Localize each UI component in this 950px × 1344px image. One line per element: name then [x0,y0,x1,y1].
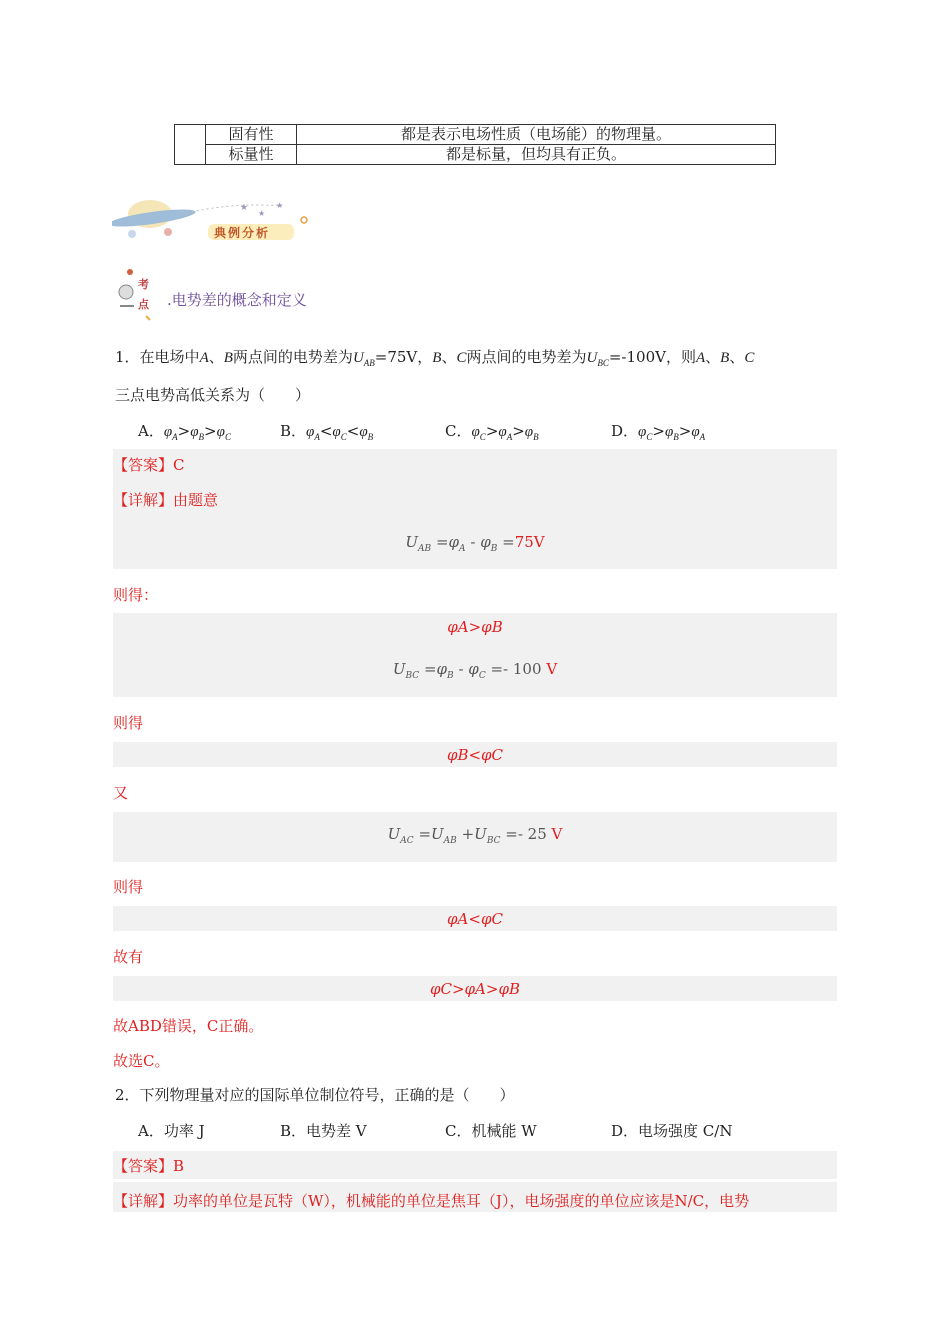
detail-text: 由题意 [173,491,219,509]
table-merged-cell [175,125,206,165]
q1-value: =-100V，则 [608,348,696,366]
section-banner [112,196,312,252]
q1-line2: 三点电势高低关系为（ ） [115,386,311,404]
q2-option-b[interactable]: B．电势差 V [280,1122,367,1140]
svg-text:★: ★ [276,201,284,210]
q2-detail [113,1190,749,1211]
q2-number: 2． [115,1086,140,1104]
answer-label: 【答案】 [113,456,174,474]
svg-text:★: ★ [240,203,249,213]
result-3: φA<φC [447,910,503,928]
detail-text: 功率的单位是瓦特（W），机械能的单位是焦耳（J），电场强度的单位应该是N/C，电势 [173,1192,750,1210]
table-cell-name: 标量性 [206,145,297,165]
result-4: φC>φA>φB [430,980,520,998]
detail-label: 【详解】 [113,491,174,509]
q1-number: 1． [115,348,140,366]
then-text: 则得 [113,714,144,732]
option-label: B． [280,422,307,440]
option-label: C． [445,422,472,440]
q2-line1 [115,1084,515,1106]
q1-option-b[interactable]: B．$\varphi_A<\varphi_C<\varphi_B$ [280,422,374,442]
q1-option-a[interactable]: A．$\varphi_A>\varphi_B>\varphi_C$ [138,422,231,442]
q2-option-a[interactable]: A．功率 J [138,1122,205,1140]
equation-value: 100 [512,660,542,678]
then-text: 则得 [113,878,144,896]
equation-uac: $U_{AC} =U_{AB} +U_{BC} =- 25$ V [387,825,563,846]
equation-ubc: $U_{BC} =\varphi_B - \varphi_C =- 100$ V [392,660,558,681]
equation-uab: $U_{AB} =\varphi_A - \varphi_B =75V$ [405,533,545,554]
detail-label: 【详解】 [113,1192,174,1210]
q1-text: 在电场中 [139,348,200,366]
option-label: A． [138,422,164,440]
then-text: 则得： [113,586,159,604]
q1-line1: 1．在电场中A、B两点间的电势差为$U_{AB}=75V$，B、C两点间的电势差为$U_{BC}=-100V$，则A、B、C [115,348,755,368]
result-2: φB<φC [446,746,504,764]
q1-text: 两点间的电势差为 [466,348,587,366]
properties-table [174,124,776,165]
option-label: D． [611,422,639,440]
unit-label: V [546,660,558,678]
unit-label: V [551,825,563,843]
q1-answer [113,454,185,475]
conclusion-1: 故ABD错误，C正确。 [113,1017,264,1035]
answer-value: B [173,1157,185,1175]
kaodian-char1: 考 [138,278,149,291]
q1-value: =75V， [374,348,433,366]
table-cell-name: 固有性 [206,125,297,145]
equation-value: 25 [527,825,547,843]
q2-option-d[interactable]: D．电场强度 C/N [611,1122,733,1140]
q1-text: 两点间的电势差为 [232,348,353,366]
answer-value: C [173,456,185,474]
answer-label: 【答案】 [113,1157,174,1175]
result-1: φA>φB [447,618,503,636]
table-row [175,125,776,145]
q1-option-c[interactable]: C．$\varphi_C>\varphi_A>\varphi_B$ [445,422,539,442]
equation-value: 75V [514,533,545,551]
also-text: 又 [113,784,129,802]
q1-option-d[interactable]: D．$\varphi_C>\varphi_B>\varphi_A$ [611,422,706,442]
banner-text: 典例分析 [214,226,271,240]
q1-detail [113,489,218,510]
kaodian-badge [116,268,156,324]
table-cell-desc: 都是标量，但均具有正负。 [297,145,776,165]
topic-title-text: 电势差的概念和定义 [171,291,307,309]
topic-title: .电势差的概念和定义 [167,291,307,309]
q2-answer [113,1155,184,1176]
table-cell-desc: 都是表示电场性质（电场能）的物理量。 [297,125,776,145]
q2-text: 下列物理量对应的国际单位制位符号，正确的是（ ） [139,1086,515,1104]
svg-text:★: ★ [258,209,266,218]
kaodian-char2: 点 [138,298,149,311]
answer-block [113,1151,837,1179]
hence-text: 故有 [113,948,144,966]
table-row [175,145,776,165]
ufo-icon [112,196,312,252]
q2-option-c[interactable]: C．机械能 W [445,1122,537,1140]
conclusion-2: 故选C。 [113,1052,170,1070]
globe-icon [116,268,156,324]
